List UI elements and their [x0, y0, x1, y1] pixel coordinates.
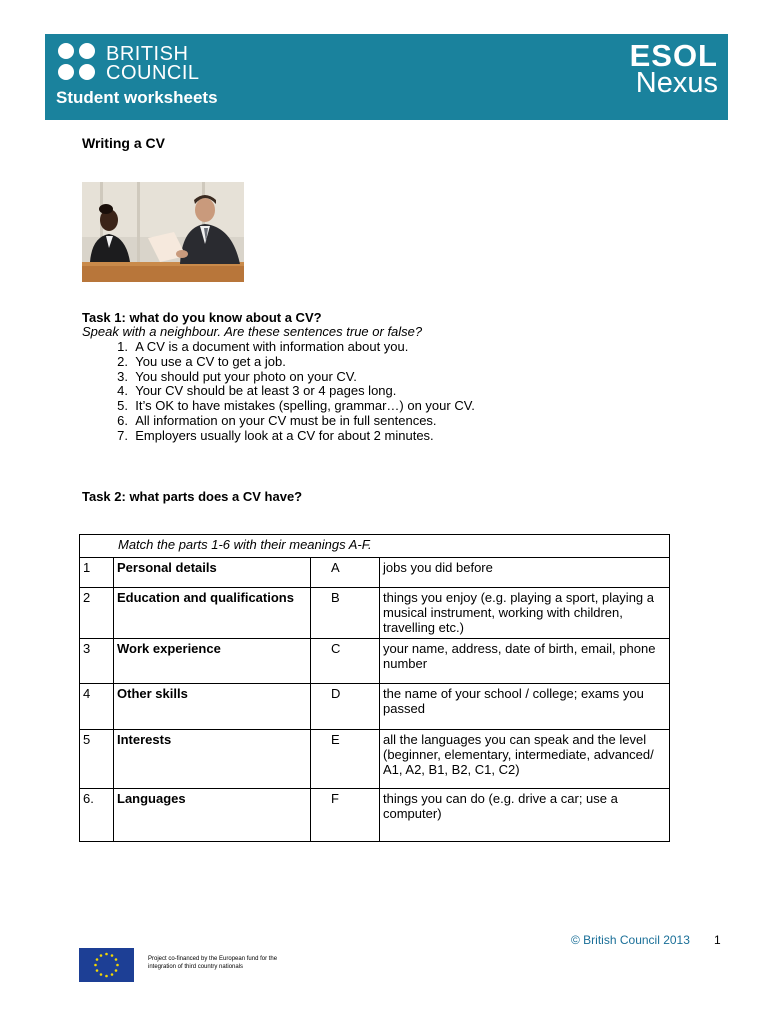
- row-number: 4: [80, 684, 114, 730]
- list-item: 4. Your CV should be at least 3 or 4 pages long.: [117, 383, 397, 399]
- cv-part: Personal details: [114, 558, 311, 588]
- meaning-letter: E: [311, 730, 380, 789]
- meaning-text: things you enjoy (e.g. playing a sport, playing a musical instrument, working with children, travelling etc.): [380, 588, 670, 639]
- matching-table: [79, 534, 670, 842]
- meaning-text: all the languages you can speak and the level (beginner, elementary, intermediate, advanced/ A1, A2, B1, B2, C1, C2): [380, 730, 670, 789]
- esol-nexus-logo: [629, 38, 718, 99]
- interview-photo-icon: [82, 182, 244, 282]
- org-line1: BRITISH: [106, 43, 189, 65]
- header-banner: [45, 34, 728, 120]
- british-council-dots-icon: [57, 42, 99, 84]
- row-number: 5: [80, 730, 114, 789]
- page-title: Writing a CV: [82, 135, 165, 151]
- list-item: 6. All information on your CV must be in full sentences.: [117, 412, 437, 428]
- table-row: [80, 535, 670, 558]
- british-council-wordmark: [106, 45, 200, 83]
- page-number: 1: [714, 933, 721, 947]
- cv-part: Other skills: [114, 684, 311, 730]
- meaning-text: jobs you did before: [380, 558, 670, 588]
- row-number: 1: [80, 558, 114, 588]
- task1-instruction: Speak with a neighbour. Are these sentences true or false?: [82, 324, 423, 339]
- task2-instruction: Match the parts 1-6 with their meanings A-F.: [80, 535, 670, 558]
- list-item: 2. You use a CV to get a job.: [117, 353, 286, 369]
- cv-part: Work experience: [114, 639, 311, 684]
- list-item: 3. You should put your photo on your CV.: [117, 368, 357, 384]
- org-line2: COUNCIL: [106, 62, 200, 84]
- row-number: 6.: [80, 789, 114, 842]
- list-item: 1. A CV is a document with information about you.: [117, 339, 409, 354]
- list-item: 5. It’s OK to have mistakes (spelling, grammar…) on your CV.: [117, 398, 475, 414]
- table-row: [80, 789, 670, 842]
- cv-part: Interests: [114, 730, 311, 789]
- task1-heading: Task 1: what do you know about a CV?: [82, 310, 322, 325]
- student-worksheets-label: Student worksheets: [56, 88, 218, 107]
- eu-funding-note: Project co-financed by the European fund for the integration of third country nationals: [148, 956, 278, 970]
- meaning-letter: D: [311, 684, 380, 730]
- eu-flag-icon: [79, 948, 134, 982]
- table-row: [80, 588, 670, 639]
- meaning-letter: F: [311, 789, 380, 842]
- cv-part: Education and qualifications: [114, 588, 311, 639]
- task1-list: [82, 340, 475, 444]
- nexus-word: Nexus: [635, 67, 718, 99]
- meaning-text: your name, address, date of birth, email, phone number: [380, 639, 670, 684]
- table-row: [80, 730, 670, 789]
- meaning-text: things you can do (e.g. drive a car; use a computer): [380, 789, 670, 842]
- meaning-letter: C: [311, 639, 380, 684]
- british-council-logo: [57, 42, 207, 84]
- table-row: [80, 558, 670, 588]
- meaning-letter: B: [311, 588, 380, 639]
- esol-word: ESOL: [629, 38, 718, 73]
- task2-heading: Task 2: what parts does a CV have?: [82, 489, 303, 504]
- row-number: 2: [80, 588, 114, 639]
- list-item: 7. Employers usually look at a CV for about 2 minutes.: [117, 427, 434, 443]
- table-row: [80, 639, 670, 684]
- meaning-letter: A: [311, 558, 380, 588]
- meaning-text: the name of your school / college; exams you passed: [380, 684, 670, 730]
- copyright-notice: © British Council 2013: [571, 933, 690, 947]
- cv-part: Languages: [114, 789, 311, 842]
- table-row: [80, 684, 670, 730]
- row-number: 3: [80, 639, 114, 684]
